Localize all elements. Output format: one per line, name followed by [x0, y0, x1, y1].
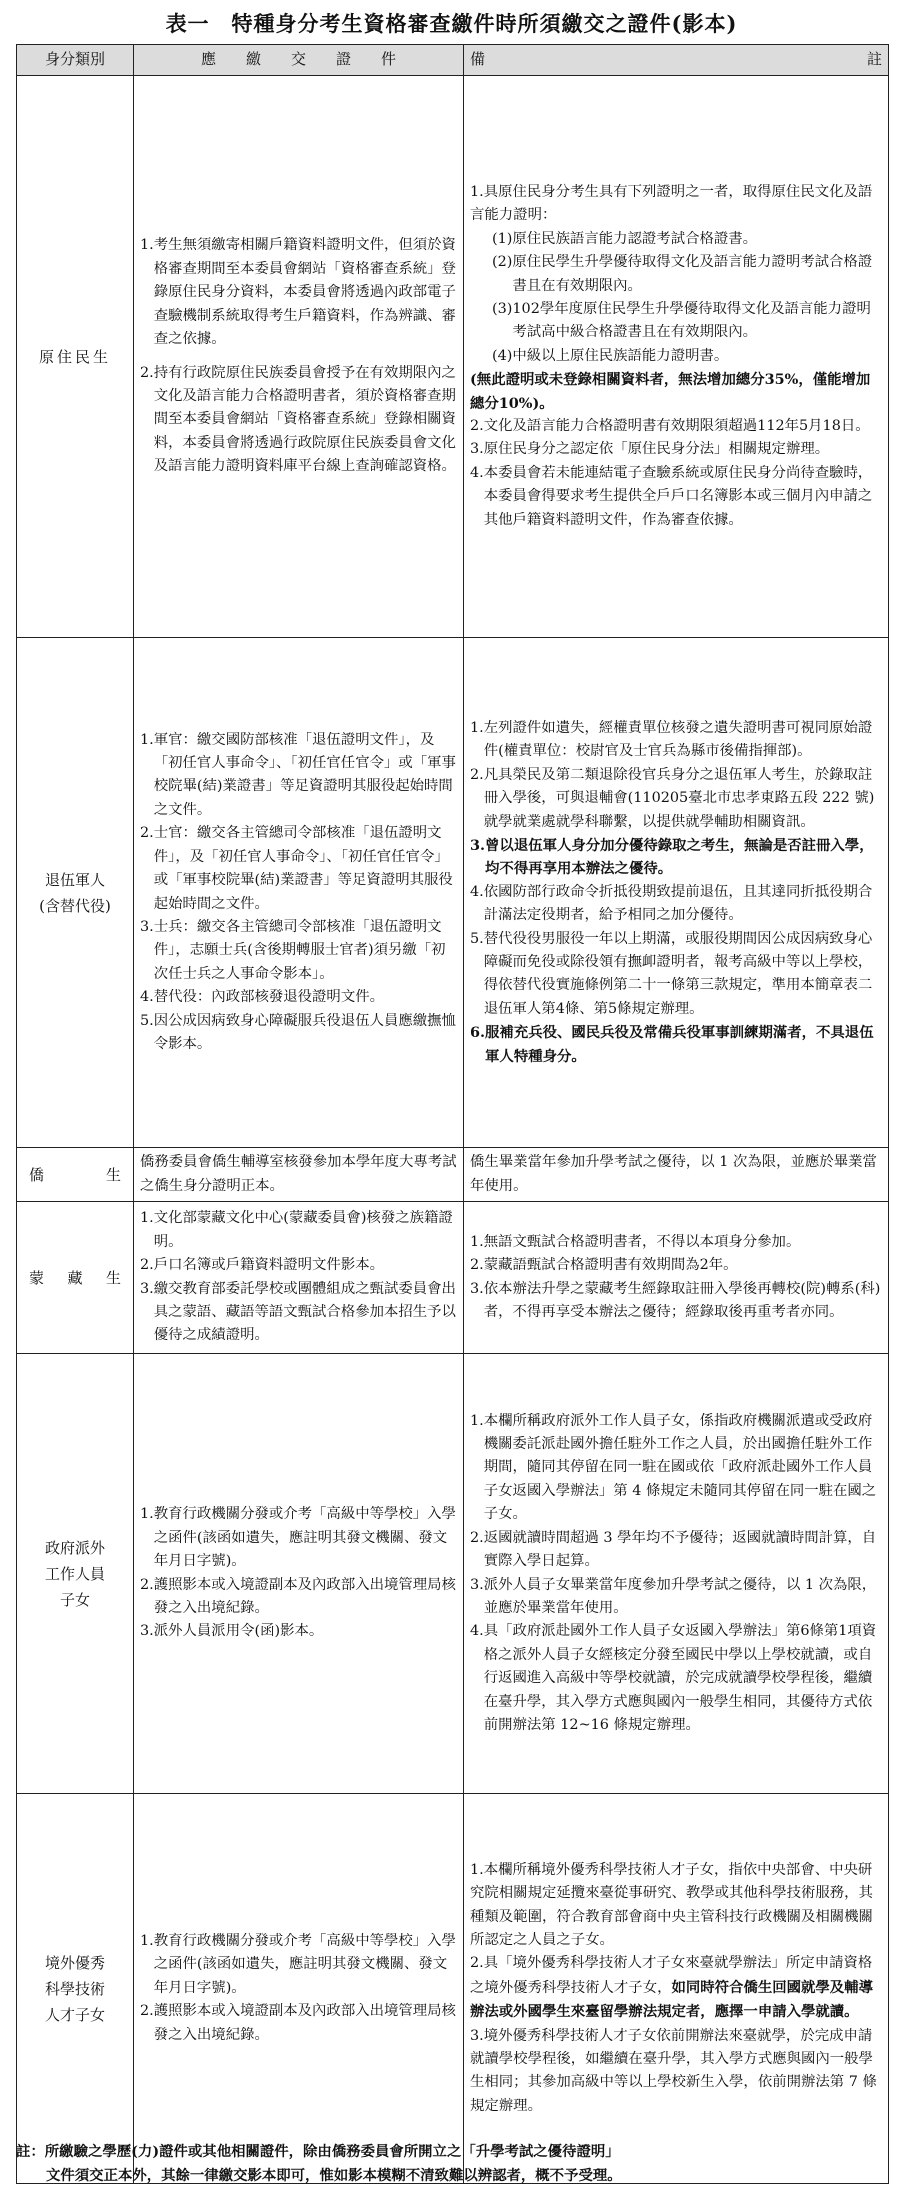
- item-number: (3): [492, 300, 513, 317]
- item-number: 4.: [470, 883, 484, 900]
- note-item: [470, 415, 882, 438]
- row-science-talent: [17, 1794, 889, 2184]
- doc-item: [140, 2000, 457, 2047]
- item-text: 凡具榮民及第二類退除役官兵身分之退伍軍人考生，於錄取註冊入學後，可與退輔會(110205臺北市忠孝東路五段 222 號)就學就業處就學科聯繫，以提供就學輔助相關資訊。: [483, 766, 875, 830]
- table-header-row: [17, 45, 889, 76]
- category-label-2: 科學技術: [44, 1979, 105, 1998]
- note-item: [470, 717, 882, 764]
- note-subitem: [470, 345, 882, 368]
- note-bold: (無此證明或未登錄相關資料者，無法增加總分35%，僅能增加總分10%)。: [470, 371, 871, 412]
- item-text: 左列證件如遺失，經權責單位核發之遺失證明書可視同原始證件(權責單位：校尉官及士官兵為縣市後備指揮部)。: [483, 719, 873, 760]
- item-number: (2): [492, 254, 513, 271]
- item-text: 教育行政機關分發或介考「高級中等學校」入學之函件(該函如遺失，應註明其發文機關、發文年月日字號)。: [153, 1506, 456, 1570]
- item-number: 2.: [470, 1257, 484, 1274]
- item-number: 6.: [470, 1024, 486, 1042]
- note-item: [470, 1254, 882, 1277]
- item-text: 護照影本或入境證副本及內政部入出境管理局核發之入出境紀錄。: [153, 1576, 456, 1616]
- docs-overseas: 僑務委員會僑生輔導室核發參加本學年度大專考試之僑生身分證明正本。: [134, 1148, 464, 1202]
- note-item: [470, 462, 882, 532]
- note-subitem: [470, 228, 882, 251]
- note-text: 2.具「境外優秀科學技術人才子女來臺就學辦法」所定申請資格之境外優秀科學技術人才子女，: [470, 1955, 873, 1996]
- category-mongol-tibetan: [17, 1202, 134, 1354]
- item-number: 2.: [470, 1529, 484, 1546]
- item-number: 2.: [140, 1257, 154, 1274]
- item-text: 返國就讀時間超過 3 學年均不予優待；返國就讀時間計算，自實際入學日起算。: [483, 1529, 877, 1570]
- header-notes-right: 註: [866, 50, 882, 69]
- footnote-line-2: 文件須交正本外，其餘一律繳交影本即可，惟如影本模糊不清致難以辨認者，概不予受理。: [46, 2167, 622, 2184]
- category-label: 境外優秀: [44, 1953, 105, 1972]
- category-label-3: 子女: [59, 1590, 90, 1609]
- note-subitem: [470, 298, 882, 345]
- item-number: 2.: [470, 418, 484, 435]
- item-text: 教育行政機關分發或介考「高級中等學校」入學之函件(該函如遺失，應註明其發文機關、發文年月日字號)。: [153, 1932, 456, 1996]
- doc-item: [140, 1278, 457, 1348]
- item-number: 2.: [140, 364, 154, 381]
- item-text: 因公成因病致身心障礙服兵役退伍人員應繳撫恤令影本。: [153, 1012, 456, 1052]
- doc-item: [140, 1930, 457, 2000]
- doc-item: [140, 1207, 457, 1254]
- item-number: 2.: [140, 2003, 154, 2020]
- item-text: 服補充兵役、國民兵役及常備兵役軍事訓練期滿者，不具退伍軍人特種身分。: [485, 1024, 874, 1065]
- category-label: 原住民生: [38, 347, 111, 366]
- category-label-3: 人才子女: [44, 2005, 105, 2024]
- item-number: 1.: [140, 1932, 154, 1949]
- notes-aboriginal: [464, 76, 889, 638]
- item-text: 本欄所稱政府派外工作人員子女，係指政府機關派遣或受政府機關委託派赴國外擔任駐外工作之人員，於出國擔任駐外工作期間，隨同其停留在同一駐在國或依「政府派赴國外工作人員子女返國入學辦法」第 4 條規定未隨同其停留在同一駐在國之子女。: [483, 1412, 877, 1523]
- notes-mongol-tibetan: [464, 1202, 889, 1354]
- doc-item: [140, 916, 457, 986]
- category-label-end: 生: [105, 1165, 121, 1184]
- header-notes-left: 備: [470, 50, 486, 69]
- item-text: 替代役役男服役一年以上期滿，或服役期間因公成因病致身心障礙而免役或除役領有撫卹證明者，報考高級中等以上學校，得依替代役實施條例第二十一條第三款規定，準用本簡章表二退伍軍人第4條、第5條規定辦理。: [483, 930, 873, 1017]
- doc-item: [140, 986, 457, 1009]
- item-number: 2.: [140, 825, 154, 842]
- item-text: 文化部蒙藏文化中心(蒙藏委員會)核發之族籍證明。: [153, 1210, 453, 1250]
- item-text: 原住民學生升學優待取得文化及語言能力證明考試合格證書且在有效期限內。: [512, 254, 873, 294]
- row-government-staff: [17, 1354, 889, 1794]
- docs-government-staff: [134, 1354, 464, 1794]
- item-text: 曾以退伍軍人身分加分優待錄取之考生，無論是否註冊入學，均不得再享用本辦法之優待。: [485, 836, 874, 878]
- item-number: 1.: [470, 719, 484, 736]
- item-text: 派外人員派用令(函)影本。: [153, 1623, 324, 1640]
- item-number: 2.: [140, 1576, 154, 1593]
- item-number: 3.: [470, 1280, 484, 1297]
- notes-overseas: 僑生畢業當年參加升學考試之優待，以 1 次為限，並應於畢業當年使用。: [464, 1148, 889, 1202]
- item-number: 3.: [470, 1576, 484, 1593]
- item-text: 102學年度原住民學生升學優待取得文化及語言能力證明考試高中級合格證書且在有效期限內。: [512, 300, 871, 341]
- doc-item: [140, 822, 457, 916]
- item-text: 具「政府派赴國外工作人員子女返國入學辦法」第6條第1項資格之派外人員子女經核定分發至國民中學以上學校就讀，或自行返國進入高級中等學校就讀，於完成就讀學校學程後，繼續在臺升學，其入學方式應與國內一般學生相同，其優待方式依前開辦法第 12~16 條規定辦理。: [483, 1623, 877, 1733]
- item-number: 1.: [140, 731, 154, 748]
- doc-item: [140, 234, 457, 351]
- header-notes: [464, 45, 889, 76]
- category-label: 僑: [29, 1165, 45, 1184]
- notes-science-talent: [464, 1794, 889, 2184]
- note-item: [470, 1410, 882, 1527]
- footnote: [16, 2140, 888, 2188]
- note-item: [470, 1231, 882, 1254]
- item-number: 5.: [470, 930, 484, 947]
- doc-item: [140, 1254, 457, 1277]
- item-text: 替代役：內政部核發退役證明文件。: [153, 989, 384, 1006]
- docs-aboriginal: [134, 76, 464, 638]
- item-text: 士官：繳交各主管總司令部核准「退伍證明文件」，及「初任官人事命令」、「初任官任官令」或「軍事校院畢(結)業證書」等足資證明其服役起始時間之文件。: [153, 825, 453, 912]
- doc-item: [140, 1620, 457, 1643]
- docs-veteran: [134, 638, 464, 1148]
- item-text: 軍官：繳交國防部核准「退伍證明文件」，及「初任官人事命令」、「初任官任官令」或「軍事校院畢(結)業證書」等足資證明其服役起始時間之文件。: [153, 731, 456, 818]
- docs-mongol-tibetan: [134, 1202, 464, 1354]
- notes-government-staff: [464, 1354, 889, 1794]
- note-item-bold: [470, 1021, 882, 1068]
- item-number: 1.: [140, 237, 154, 254]
- item-text: 繳交教育部委託學校或團體組成之甄試委員會出具之蒙語、藏語等語文甄試合格參加本招生予以優待之成績證明。: [153, 1280, 456, 1344]
- item-number: 4.: [470, 1623, 484, 1640]
- note-intro: 1.具原住民身分考生具有下列證明之一者，取得原住民文化及語言能力證明：: [470, 183, 873, 224]
- item-text: 護照影本或入境證副本及內政部入出境管理局核發之入出境紀錄。: [153, 2003, 456, 2043]
- certificate-table: [16, 44, 889, 2184]
- item-text: 持有行政院原住民族委員會授予在有效期限內之文化及語言能力合格證明書者，須於資格審查期間至本委員會網站「資格審查系統」登錄相關資料，本委員會將透過行政院原住民族委員會文化及語言能力證明資料庫平台線上查詢確認資格。: [153, 364, 456, 475]
- category-overseas: [17, 1148, 134, 1202]
- item-text: 依本辦法升學之蒙藏考生經錄取註冊入學後再轉校(院)轉系(科)者，不得再享受本辦法之優待；經錄取後再重考者亦同。: [483, 1280, 881, 1320]
- doc-item: [140, 1010, 457, 1057]
- item-number: 1.: [140, 1210, 154, 1227]
- item-number: 5.: [140, 1012, 154, 1029]
- category-science-talent: [17, 1794, 134, 2184]
- category-label: 退伍軍人: [44, 870, 105, 889]
- category-label-sub: (含替代役): [39, 896, 111, 915]
- item-text: 考生無須繳寄相關戶籍資料證明文件，但須於資格審查期間至本委員會網站「資格審查系統」登錄原住民身分資料，本委員會將透過內政部電子查驗機制系統取得考生戶籍資料，作為辨識、審查之依據。: [153, 237, 456, 348]
- item-text: 蒙藏語甄試合格證明書有效期間為2年。: [483, 1257, 738, 1274]
- note-item: [470, 764, 882, 834]
- item-text: 依國防部行政命令折抵役期致提前退伍，且其達同折抵役期合計滿法定役期者，給予相同之加分優待。: [483, 883, 873, 924]
- item-number: 4.: [140, 989, 154, 1006]
- note-item: [470, 1574, 882, 1621]
- category-label: 政府派外: [44, 1538, 105, 1557]
- item-number: (1): [492, 230, 513, 247]
- item-number: (4): [492, 347, 513, 364]
- item-number: 2.: [470, 766, 484, 783]
- item-text: 中級以上原住民族語能力證明書。: [512, 347, 729, 364]
- item-number: 3.: [140, 1623, 154, 1640]
- item-number: 3.: [140, 918, 154, 935]
- doc-item: [140, 1574, 457, 1621]
- note-item: [470, 1620, 882, 1737]
- note-item: [470, 438, 882, 461]
- item-number: 4.: [470, 464, 484, 481]
- note-text-bold: 如同時符合僑生回國就學及輔導辦法或外國學生來臺留學辦法規定者，應擇一申請入學就讀。: [470, 1978, 873, 2021]
- item-text: 本委員會若未能連結電子查驗系統或原住民身分尚待查驗時，本委員會得要求考生提供全戶戶口名簿影本或三個月內申請之其他戶籍資料證明文件，作為審查依據。: [483, 464, 873, 528]
- item-number: 1.: [470, 1233, 484, 1250]
- note-item: [470, 1527, 882, 1574]
- item-text: 士兵：繳交各主管總司令部核准「退伍證明文件」，志願士兵(含後期轉服士官者)須另繳「初次任士兵之人事命令影本」。: [153, 918, 446, 982]
- category-label-2: 工作人員: [44, 1564, 105, 1583]
- category-veteran: [17, 638, 134, 1148]
- page-title: 表一 特種身分考生資格審查繳件時所須繳交之證件(影本): [165, 11, 738, 36]
- item-number: 1.: [140, 1506, 154, 1523]
- note-item: 1.本欄所稱境外優秀科學技術人才子女，指依中央部會、中央研究院相關規定延攬來臺從事研究、教學或其他科學技術服務，其種類及範圍，符合教育部會商中央主管科技行政機關及相關機關所認定之人員之子女。: [470, 1861, 873, 1948]
- item-text: 無語文甄試合格證明書者，不得以本項身分參加。: [483, 1233, 801, 1250]
- row-aboriginal: [17, 76, 889, 638]
- docs-science-talent: [134, 1794, 464, 2184]
- note-item: [470, 1952, 882, 2024]
- note-item: [470, 881, 882, 928]
- item-number: 3.: [470, 836, 486, 854]
- item-number: 1.: [470, 1412, 484, 1429]
- header-category: 身分類別: [17, 45, 134, 76]
- category-government-staff: [17, 1354, 134, 1794]
- footnote-line-1: 註：所繳驗之學歷(力)證件或其他相關證件，除由僑務委員會所開立之「升學考試之優待證明」: [16, 2143, 620, 2160]
- doc-item: [140, 729, 457, 823]
- row-overseas: [17, 1148, 889, 1202]
- item-text: 文化及語言能力合格證明書有效期限須超過112年5月18日。: [483, 418, 870, 435]
- item-text: 原住民族語言能力認證考試合格證書。: [512, 230, 758, 247]
- category-label: 蒙: [29, 1268, 45, 1287]
- notes-veteran: [464, 638, 889, 1148]
- item-number: 3.: [140, 1280, 154, 1297]
- category-label-end: 生: [105, 1268, 121, 1287]
- category-label-mid: 藏: [67, 1268, 83, 1287]
- row-mongol-tibetan: [17, 1202, 889, 1354]
- item-number: 3.: [470, 441, 484, 458]
- note-item: [470, 1278, 882, 1325]
- item-text: 戶口名簿或戶籍資料證明文件影本。: [153, 1257, 384, 1274]
- category-aboriginal: [17, 76, 134, 638]
- note-item: [470, 928, 882, 1022]
- note-item-bold: [470, 834, 882, 881]
- note-item: 3.境外優秀科學技術人才子女依前開辦法來臺就學，於完成申請就讀學校學程後，如繼續在臺升學，其入學方式應與國內一般學生相同；其參加高級中等以上學校新生入學，依前開辦法第 7 條規定辦理。: [470, 2027, 877, 2114]
- item-text: 原住民身分之認定依「原住民身分法」相關規定辦理。: [483, 441, 830, 458]
- note-subitem: [470, 251, 882, 298]
- header-documents: 應 繳 交 證 件: [134, 45, 464, 76]
- doc-item: [140, 1503, 457, 1573]
- item-text: 派外人員子女畢業當年度參加升學考試之優待，以 1 次為限，並應於畢業當年使用。: [483, 1576, 877, 1616]
- doc-item: [140, 362, 457, 479]
- row-veteran: [17, 638, 889, 1148]
